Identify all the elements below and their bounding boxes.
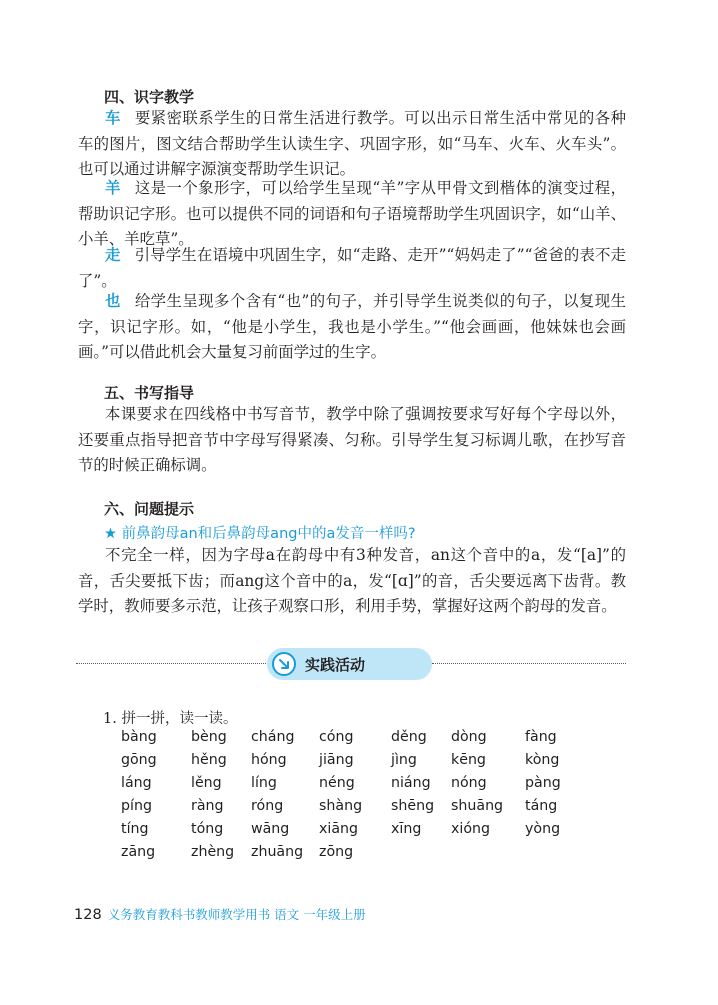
paragraph-text: 给学生呈现多个含有“也”的句子，并引导学生说类似的句子，以复现生字，识记字形。如，“他是小学生，我也是小学生。”“他会画画，他妹妹也会画画。”可以借此机会大量复习前面学过的生字。: [78, 292, 626, 361]
pinyin-syllable: lěng: [191, 775, 222, 791]
pinyin-syllable: nóng: [451, 775, 487, 791]
activity-banner-label: 实践活动: [305, 655, 366, 674]
pinyin-syllable: fàng: [525, 729, 557, 745]
pinyin-syllable: hóng: [251, 752, 287, 768]
pinyin-syllable: zōng: [319, 844, 354, 860]
exercise-title: 1. 拼一拼，读一读。: [103, 711, 238, 727]
pinyin-syllable: děng: [391, 729, 427, 745]
keyword-char: 羊: [105, 179, 121, 197]
pinyin-syllable: xīng: [391, 821, 422, 837]
pinyin-syllable: shàng: [319, 798, 363, 814]
pinyin-syllable: róng: [251, 798, 284, 814]
pinyin-syllable: bèng: [191, 729, 227, 745]
pinyin-syllable: xiāng: [319, 821, 359, 837]
pinyin-syllable: líng: [251, 775, 277, 791]
pinyin-syllable: jiāng: [319, 752, 354, 768]
paragraph-text: 引导学生在语境中巩固生字，如“走路、走开”“妈妈走了”“爸爸的表不走了”。: [78, 246, 626, 290]
pinyin-syllable: láng: [121, 775, 152, 791]
paragraph-text: 这是一个象形字，可以给学生呈现“羊”字从甲骨文到楷体的演变过程，帮助识记字形。也可以提供不同的词语和句子语境帮助学生巩固识字，如“山羊、小羊、羊吃草”。: [78, 179, 626, 248]
pinyin-syllable: zhèng: [191, 844, 235, 860]
pinyin-syllable: tíng: [121, 821, 149, 837]
pinyin-syllable: xióng: [451, 821, 491, 837]
section-heading-literacy: 四、识字教学: [104, 88, 195, 106]
keyword-char: 也: [105, 292, 121, 310]
pinyin-syllable: dòng: [451, 729, 487, 745]
pinyin-syllable: gōng: [121, 752, 157, 768]
pinyin-syllable: yòng: [525, 821, 561, 837]
section-heading-issues: 六、问题提示: [104, 500, 195, 518]
pinyin-syllable: zhuāng: [251, 844, 304, 860]
pinyin-syllable: shēng: [391, 798, 435, 814]
paragraph-text: 要紧密联系学生的日常生活进行教学。可以出示日常生活中常见的各种车的图片，图文结合帮助学生认读生字、巩固字形，如“马车、火车、火车头”。也可以通过讲解字源演变帮助学生识记。: [78, 109, 626, 178]
pinyin-syllable: tóng: [191, 821, 224, 837]
pinyin-syllable: shuāng: [451, 798, 504, 814]
page-footer: [74, 905, 366, 923]
paragraph-issue-answer: 不完全一样，因为字母a在韵母中有3种发音，an这个音中的a，发“[a]”的音，舌尖要抵下齿；而ang这个音中的a，发“[ɑ]”的音，舌尖要远离下齿背。教学时，教师要多示范，让孩子观察口形，利用手势，掌握好这两个韵母的发音。: [78, 546, 626, 615]
pinyin-syllable: kòng: [525, 752, 560, 768]
pinyin-syllable: hěng: [191, 752, 227, 768]
pinyin-syllable: ràng: [191, 798, 224, 814]
book-title: 义务教育教科书教师教学用书 语文 一年级上册: [107, 907, 366, 922]
pinyin-syllable: néng: [319, 775, 355, 791]
pinyin-syllable: kēng: [451, 752, 486, 768]
page-number: 128: [74, 907, 102, 923]
section-heading-writing: 五、书写指导: [104, 384, 195, 402]
pinyin-syllable: pàng: [525, 775, 561, 791]
pinyin-syllable: niáng: [391, 775, 431, 791]
pinyin-syllable: píng: [121, 798, 152, 814]
pinyin-syllable: táng: [525, 798, 558, 814]
issue-question: ★ 前鼻韵母an和后鼻韵母ang中的a发音一样吗?: [104, 526, 416, 542]
keyword-char: 走: [105, 246, 121, 264]
pinyin-syllable: zāng: [121, 844, 156, 860]
pinyin-syllable: cháng: [251, 729, 295, 745]
pinyin-syllable: cóng: [319, 729, 354, 745]
pinyin-syllable: jìng: [391, 752, 417, 768]
keyword-char: 车: [105, 109, 121, 127]
paragraph-writing: 本课要求在四线格中书写音节，教学中除了强调按要求写好每个字母以外，还要重点指导把音节中字母写得紧凑、匀称。引导学生复习标调儿歌，在抄写音节的时候正确标调。: [78, 405, 626, 474]
pinyin-syllable: bàng: [121, 729, 157, 745]
pinyin-syllable: wāng: [251, 821, 290, 837]
